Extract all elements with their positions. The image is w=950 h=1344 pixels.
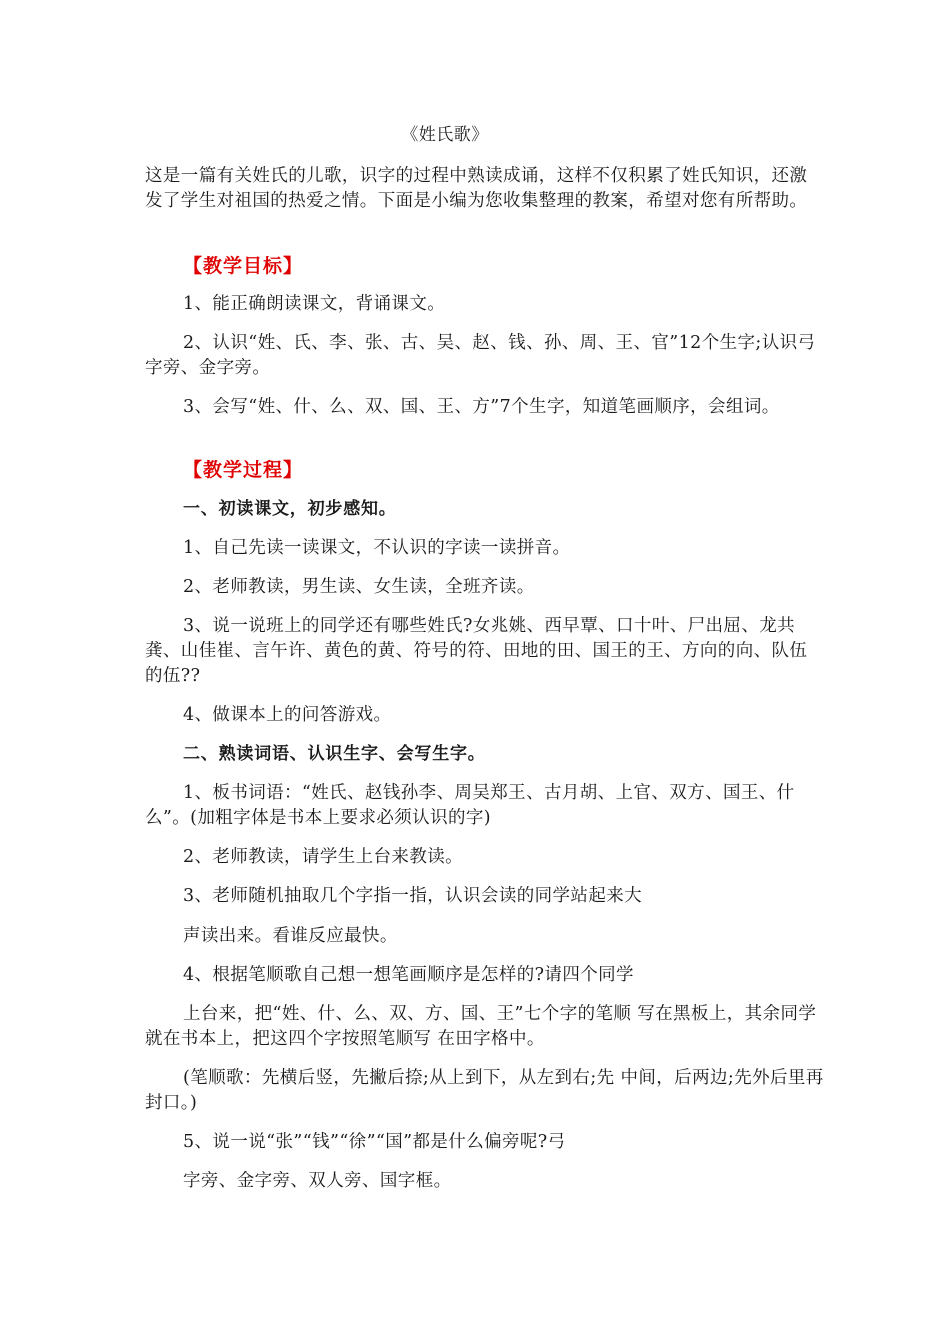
process-item: 上台来，把“姓、什、么、双、方、国、王”七个字的笔顺 写在黑板上，其余同学就在书本上，把这四个字按照笔顺写 在田字格中。 [145,1004,817,1049]
process-item: 2、老师教读，请学生上台来教读。 [183,847,464,867]
goal-item: 2、认识“姓、氏、李、张、古、吴、赵、钱、孙、周、王、官”12个生字;认识弓字旁、金字旁。 [145,333,816,378]
document-title: 《姓氏歌》 [401,125,489,145]
process-item: 1、板书词语：“姓氏、赵钱孙李、周吴郑王、古月胡、上官、双方、国王、什么”。(加粗字体是书本上要求必须认识的字) [145,783,795,828]
goal-item: 1、能正确朗读课文，背诵课文。 [183,294,446,314]
section-heading-2: 二、熟读词语、认识生字、会写生字。 [183,744,486,764]
intro-paragraph: 这是一篇有关姓氏的儿歌，识字的过程中熟读成诵，这样不仅积累了姓氏知识，还激发了学生对祖国的热爱之情。下面是小编为您收集整理的教案，希望对您有所帮助。 [145,166,808,211]
goal-item: 3、会写“姓、什、么、双、国、王、方”7个生字，知道笔画顺序，会组词。 [183,397,780,417]
goals-heading: 【教学目标】 [183,255,304,277]
process-item: 声读出来。看谁反应最快。 [183,926,398,946]
process-item: 1、自己先读一读课文，不认识的字读一读拼音。 [183,538,571,558]
process-item: 4、根据笔顺歌自己想一想笔画顺序是怎样的?请四个同学 [183,965,634,985]
process-item: (笔顺歌：先横后竖，先撇后捺;从上到下，从左到右;先 中间，后两边;先外后里再封口。) [145,1068,824,1113]
process-item: 3、说一说班上的同学还有哪些姓氏?女兆姚、西早覃、口十叶、尸出屈、龙共龚、山佳崔、言午许、黄色的黄、符号的符、田地的田、国王的王、方向的向、队伍的伍?? [145,616,808,686]
process-item: 5、说一说“张”“钱”“徐”“国”都是什么偏旁呢?弓 [183,1132,566,1152]
process-item: 3、老师随机抽取几个字指一指，认识会读的同学站起来大 [183,886,643,906]
process-item: 4、做课本上的问答游戏。 [183,705,392,725]
process-item: 2、老师教读，男生读、女生读，全班齐读。 [183,577,535,597]
process-heading: 【教学过程】 [183,459,304,481]
process-item: 字旁、金字旁、双人旁、国字框。 [183,1171,452,1191]
section-heading-1: 一、初读课文，初步感知。 [183,499,397,519]
